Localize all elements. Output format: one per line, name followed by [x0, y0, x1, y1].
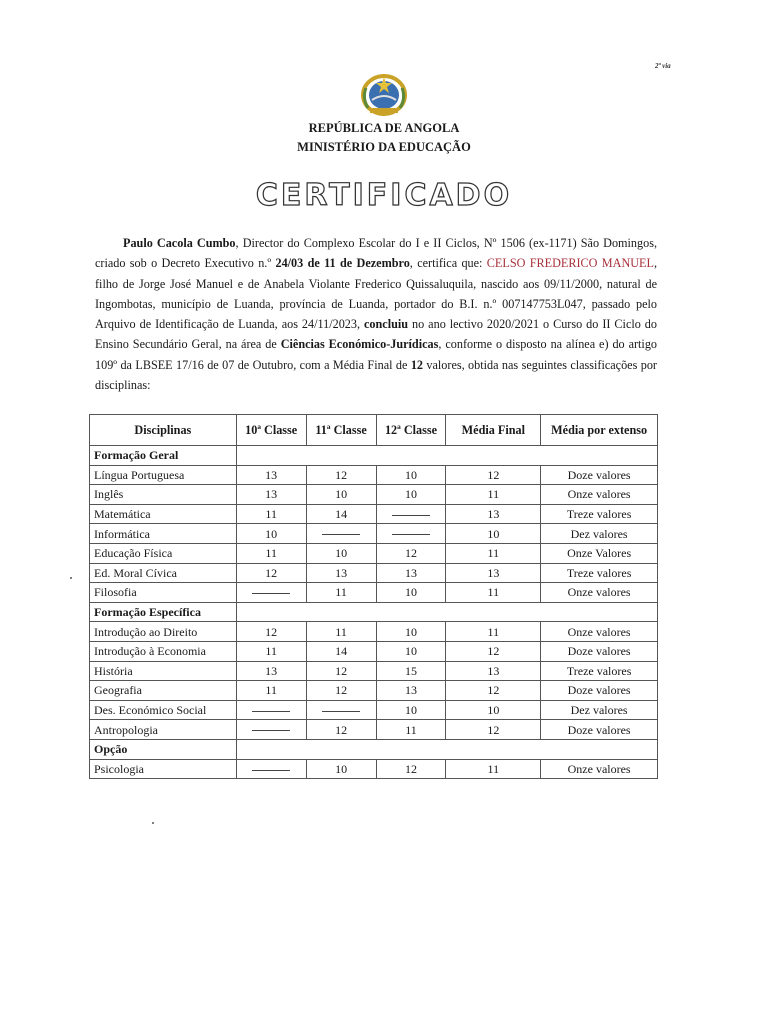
grade-12-cell: 13 [376, 563, 446, 583]
table-row [90, 681, 658, 701]
subject-cell: Matemática [90, 504, 237, 524]
section-row [90, 602, 658, 622]
subject-cell: Educação Física [90, 543, 237, 563]
para-text-5: , conforme o disposto na alínea e) do artigo 109º da LBSEE 17/16 de 07 de Outubro, com a Média Final de [95, 337, 658, 372]
country-heading: REPÚBLICA DE ANGOLA [308, 121, 460, 135]
table-row [90, 661, 658, 681]
grade-words-cell: Doze valores [541, 681, 658, 701]
final-grade-cell: 13 [446, 661, 541, 681]
grade-words-cell: Onze Valores [541, 543, 658, 563]
table-row [90, 622, 658, 642]
grade-10-cell: 13 [236, 485, 306, 505]
grade-11-cell: 11 [306, 583, 376, 603]
grade-10-cell: 11 [236, 681, 306, 701]
final-grade-cell: 13 [446, 504, 541, 524]
grade-11-cell: 13 [306, 563, 376, 583]
para-text-4: no ano lectivo 2020/2021 o Curso do II Ciclo do Ensino Secundário Geral, na área de [95, 317, 657, 352]
grade-words-cell: Onze valores [541, 622, 658, 642]
no-grade-dash [252, 770, 290, 771]
student-name: CELSO FREDERICO MANUEL [486, 256, 654, 271]
table-row [90, 504, 658, 524]
section-empty-cell [236, 739, 657, 759]
grade-10-cell: 13 [236, 661, 306, 681]
final-grade-cell: 11 [446, 759, 541, 779]
table-row [90, 524, 658, 544]
col-header-12: 12ª Classe [376, 415, 446, 446]
final-grade-cell: 10 [446, 524, 541, 544]
grade-12-cell: 10 [376, 465, 446, 485]
certification-paragraph [95, 233, 657, 395]
grade-words-cell: Treze valores [541, 563, 658, 583]
ministry-heading: MINISTÉRIO DA EDUCAÇÃO [297, 140, 471, 154]
subject-cell: Informática [90, 524, 237, 544]
grade-words-cell: Doze valores [541, 720, 658, 740]
para-text-2: , certifica que: [409, 256, 487, 271]
grade-11-cell [306, 700, 376, 720]
grade-10-cell: 13 [236, 465, 306, 485]
no-grade-dash [252, 711, 290, 712]
grade-10-cell: 12 [236, 622, 306, 642]
subject-cell: Filosofia [90, 583, 237, 603]
subject-cell: Ed. Moral Cívica [90, 563, 237, 583]
para-text-1: , Director do Complexo Escolar do I e II Ciclos, Nº 1506 (ex-1171) São Domingos, criado sob o Decreto Executivo n.º [95, 236, 657, 271]
no-grade-dash [322, 534, 360, 535]
final-grade-cell: 11 [446, 583, 541, 603]
section-empty-cell [236, 446, 657, 466]
grade-10-cell [236, 759, 306, 779]
grade-words-cell: Onze valores [541, 583, 658, 603]
para-text-6: valores, obtida nas seguintes classificações por disciplinas: [95, 357, 657, 393]
grade-11-cell: 14 [306, 641, 376, 661]
final-grade-cell: 13 [446, 563, 541, 583]
grade-11-cell: 12 [306, 465, 376, 485]
grade-11-cell: 11 [306, 622, 376, 642]
subject-cell: Antropologia [90, 720, 237, 740]
grade-words-cell: Doze valores [541, 641, 658, 661]
section-empty-cell [236, 602, 657, 622]
grade-10-cell: 11 [236, 504, 306, 524]
no-grade-dash [322, 711, 360, 712]
section-row [90, 446, 658, 466]
col-header-11: 11ª Classe [306, 415, 376, 446]
section-title: Formação Geral [90, 446, 237, 466]
final-grade-cell: 11 [446, 485, 541, 505]
subject-cell: Geografia [90, 681, 237, 701]
grades-table [89, 414, 658, 779]
director-name: Paulo Cacola Cumbo [123, 236, 236, 250]
final-grade-cell: 12 [446, 720, 541, 740]
no-grade-dash [392, 534, 430, 535]
table-row [90, 720, 658, 740]
grade-10-cell: 11 [236, 641, 306, 661]
grade-words-cell: Onze valores [541, 759, 658, 779]
final-grade-cell: 11 [446, 622, 541, 642]
final-grade-cell: 12 [446, 641, 541, 661]
final-grade-cell: 12 [446, 465, 541, 485]
grade-12-cell [376, 504, 446, 524]
col-header-10: 10ª Classe [236, 415, 306, 446]
grade-12-cell: 11 [376, 720, 446, 740]
grade-11-cell: 12 [306, 720, 376, 740]
decree-reference: 24/03 de 11 de Dezembro [275, 256, 410, 271]
table-header-row [90, 415, 658, 446]
col-header-extenso: Média por extenso [541, 415, 658, 446]
section-row [90, 739, 658, 759]
final-average: 12 [410, 357, 423, 372]
grade-10-cell: 11 [236, 543, 306, 563]
scan-speck [70, 577, 72, 579]
subject-cell: Língua Portuguesa [90, 465, 237, 485]
table-row [90, 700, 658, 720]
subject-cell: Inglês [90, 485, 237, 505]
final-grade-cell: 12 [446, 681, 541, 701]
no-grade-dash [252, 730, 290, 731]
section-title: Opção [90, 739, 237, 759]
table-row [90, 641, 658, 661]
grade-12-cell: 10 [376, 700, 446, 720]
grade-10-cell: 12 [236, 563, 306, 583]
grade-11-cell: 10 [306, 485, 376, 505]
grade-12-cell: 15 [376, 661, 446, 681]
grade-12-cell: 10 [376, 583, 446, 603]
grade-12-cell: 13 [376, 681, 446, 701]
grade-11-cell: 10 [306, 759, 376, 779]
grade-11-cell: 12 [306, 681, 376, 701]
table-row [90, 583, 658, 603]
grade-12-cell [376, 524, 446, 544]
grade-12-cell: 12 [376, 759, 446, 779]
table-row [90, 543, 658, 563]
subject-cell: Psicologia [90, 759, 237, 779]
grade-12-cell: 10 [376, 622, 446, 642]
grade-12-cell: 10 [376, 485, 446, 505]
certificate-title: CERTIFICADO [255, 178, 513, 213]
study-area: Ciências Económico-Jurídicas [280, 337, 439, 352]
grade-words-cell: Treze valores [541, 504, 658, 524]
subject-cell: Introdução à Economia [90, 641, 237, 661]
grade-12-cell: 12 [376, 543, 446, 563]
subject-cell: Introdução ao Direito [90, 622, 237, 642]
col-header-final: Média Final [446, 415, 541, 446]
scan-speck [152, 822, 154, 824]
final-grade-cell: 11 [446, 543, 541, 563]
grade-words-cell: Dez valores [541, 524, 658, 544]
subject-cell: História [90, 661, 237, 681]
table-row [90, 759, 658, 779]
table-row [90, 465, 658, 485]
no-grade-dash [252, 593, 290, 594]
no-grade-dash [392, 515, 430, 516]
subject-cell: Des. Económico Social [90, 700, 237, 720]
grade-words-cell: Treze valores [541, 661, 658, 681]
grade-10-cell: 10 [236, 524, 306, 544]
grade-11-cell: 14 [306, 504, 376, 524]
grade-words-cell: Dez valores [541, 700, 658, 720]
col-header-subject: Disciplinas [90, 415, 237, 446]
grade-words-cell: Doze valores [541, 465, 658, 485]
grade-10-cell [236, 720, 306, 740]
grade-11-cell [306, 524, 376, 544]
grade-10-cell [236, 700, 306, 720]
table-row [90, 563, 658, 583]
grade-words-cell: Onze valores [541, 485, 658, 505]
concluiu-word: concluiu [364, 317, 409, 332]
grade-10-cell [236, 583, 306, 603]
para-text-3: , filho de Jorge José Manuel e de Anabela Violante Frederico Quissaluquila, nascido aos 09/11/2000, natural de Ingombotas, município de Luanda, província de Luanda, portador do B.I. n.º 007147753L047, passado pelo Arquivo de Identificação de Luanda, aos 24/11/2023, [95, 256, 657, 332]
copy-note: 2ª via [655, 62, 671, 70]
coat-of-arms-icon [356, 68, 412, 118]
table-row [90, 485, 658, 505]
grade-11-cell: 12 [306, 661, 376, 681]
grade-12-cell: 10 [376, 641, 446, 661]
section-title: Formação Específica [90, 602, 237, 622]
final-grade-cell: 10 [446, 700, 541, 720]
grade-11-cell: 10 [306, 543, 376, 563]
